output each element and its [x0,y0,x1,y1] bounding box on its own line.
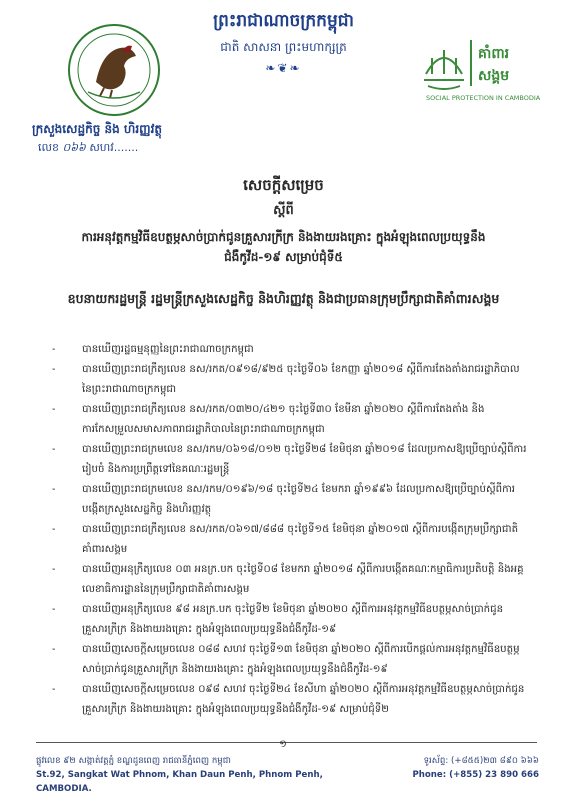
recital-text: បានឃើញព្រះរាជក្រមលេខ នស/រកម/០៦១៨/០១២ ចុះថ្ងៃទី២៨ ខែមិថុនា ឆ្នាំ២០១៨ ដែលប្រកាសឱ្យប្រើច្បាប់ស្តីពីការរៀបចំ និងការប្រព្រឹត្តទៅនៃគណៈរដ្ឋមន្ត្រី [82,444,527,475]
ministry-name: ក្រសួងសេដ្ឋកិច្ច និង ហិរញ្ញវត្ថុ [32,122,162,136]
list-item: - បានឃើញព្រះរាជក្រឹត្យលេខ នស/រកត/០៩១៨/៩២៥ ចុះថ្ងៃទី០៦ ខែកញ្ញា ឆ្នាំ២០១៨ ស្តីពីការតែងតាំងរាជរដ្ឋាភិបាលនៃព្រះរាជាណាចក្រកម្ពុជា [52,360,527,400]
kingdom-heading [150,10,417,75]
reference-label: លេខ [38,141,59,154]
address-english: St.92, Sangkat Wat Phnom, Khan Daun Penh, Phnom Penh, CAMBODIA. [36,770,323,794]
decision-title: សេចក្តីសម្រេច [243,176,324,194]
recital-text: បានឃើញព្រះរាជក្រឹត្យលេខ នស/រកត/០៦១៧/៨៨៨ ចុះថ្ងៃទី១៥ ខែមិថុនា ឆ្នាំ២០១៧ ស្តីពីការបង្កើតក្រុមប្រឹក្សាជាតិគាំពារសង្គម [82,524,519,555]
page-number: ១ [279,739,287,750]
list-item: - បានឃើញសេចក្តីសម្រេចលេខ ០៨៨ សហវ ចុះថ្ងៃទី១៣ ខែមិថុនា ឆ្នាំ២០២០ ស្តីពីការបើកផ្តល់ការអនុវត្តកម្មវិធីឧបត្ថម្ភសាច់ប្រាក់ជូនគ្រួសារក្រីក្រ និងងាយរងគ្រោះ ក្នុងអំឡុងពេលប្រយុទ្ធនឹងជំងឺកូវីដ-១៩ [52,640,527,680]
list-item: - បានឃើញព្រះរាជក្រមលេខ នស/រកម/០៦១៨/០១២ ចុះថ្ងៃទី២៨ ខែមិថុនា ឆ្នាំ២០១៨ ដែលប្រកាសឱ្យប្រើច្បាប់ស្តីពីការរៀបចំ និងការប្រព្រឹត្តទៅនៃគណៈរដ្ឋមន្ត្រី [52,440,527,480]
recital-text: បានឃើញសេចក្តីសម្រេចលេខ ០៩៨ សហវ ចុះថ្ងៃទី២៤ ខែសីហា ឆ្នាំ២០២០ ស្តីពីការអនុវត្តកម្មវិធីឧបត្ថម្ភសាច់ប្រាក់ជូនគ្រួសារក្រីក្រ និងងាយរងគ្រោះ ក្នុងអំឡុងពេលប្រយុទ្ធនឹងជំងឺកូវីដ-១៩ សម្រាប់ជុំទី២ [82,684,525,715]
recital-text: បានឃើញអនុក្រឹត្យលេខ ០៣ អនក្រ.បក ចុះថ្ងៃទី០៨ ខែមករា ឆ្នាំ២០១៨ ស្តីពីការបង្កើតគណៈកម្មាធិការប្រតិបត្តិ និងអគ្គលេខាធិការដ្ឋាននៃក្រុមប្រឹក្សាជាតិគាំពារសង្គម [82,564,524,595]
svg-text:គាំពារ: គាំពារ [478,46,510,62]
recital-text: បានឃើញរដ្ឋធម្មនុញ្ញនៃព្រះរាជាណាចក្រកម្ពុជា [82,344,254,355]
on-label: ស្តីពី [273,203,294,218]
list-item: - បានឃើញអនុក្រឹត្យលេខ ០៣ អនក្រ.បក ចុះថ្ងៃទី០៨ ខែមករា ឆ្នាំ២០១៨ ស្តីពីការបង្កើតគណៈកម្មាធិការប្រតិបត្តិ និងអគ្គលេខាធិការដ្ឋាននៃក្រុមប្រឹក្សាជាតិគាំពារសង្គម [52,560,527,600]
list-item: - បានឃើញរដ្ឋធម្មនុញ្ញនៃព្រះរាជាណាចក្រកម្ពុជា [52,340,527,360]
phone-khmer: ទូរស័ព្ទ: (+៨៥៥)២៣ ៨៩០ ៦៦៦ [423,756,539,766]
reference-line [38,141,138,157]
svg-text:សង្គម: សង្គម [478,68,510,84]
list-item: - បានឃើញព្រះរាជក្រមលេខ នស/រកម/០១៩៦/១៨ ចុះថ្ងៃទី២៤ ខែមករា ឆ្នាំ១៩៩៦ ដែលប្រកាសឱ្យប្រើច្បាប់ស្តីពីការបង្កើតក្រសួងសេដ្ឋកិច្ច និងហិរញ្ញវត្ថុ [52,480,527,520]
decision-title-block [60,176,507,267]
recital-text: បានឃើញព្រះរាជក្រឹត្យលេខ នស/រកត/០៣២០/៤២១ ចុះថ្ងៃទី៣០ ខែមីនា ឆ្នាំ២០២០ ស្តីពីការតែងតាំង និងការកែសម្រួលសមាសភាពរាជរដ្ឋាភិបាលនៃព្រះរាជាណាចក្រកម្ពុជា [82,404,485,435]
ministry-seal-logo [66,22,162,118]
phone-english: Phone: (+855) 23 890 666 [412,770,539,780]
list-item: - បានឃើញសេចក្តីសម្រេចលេខ ០៩៨ សហវ ចុះថ្ងៃទី២៤ ខែសីហា ឆ្នាំ២០២០ ស្តីពីការអនុវត្តកម្មវិធីឧបត្ថម្ភសាច់ប្រាក់ជូនគ្រួសារក្រីក្រ និងងាយរងគ្រោះ ក្នុងអំឡុងពេលប្រយុទ្ធនឹងជំងឺកូវីដ-១៩ សម្រាប់ជុំទី២ [52,680,527,720]
reference-number: ០៦៦ [62,141,86,154]
reference-suffix: សហវ....... [89,141,139,154]
recital-text: បានឃើញសេចក្តីសម្រេចលេខ ០៨៨ សហវ ចុះថ្ងៃទី១៣ ខែមិថុនា ឆ្នាំ២០២០ ស្តីពីការបើកផ្តល់ការអនុវត្តកម្មវិធីឧបត្ថម្ភសាច់ប្រាក់ជូនគ្រួសារក្រីក្រ និងងាយរងគ្រោះ ក្នុងអំឡុងពេលប្រយុទ្ធនឹងជំងឺកូវីដ-១៩ [82,644,520,675]
list-item: - បានឃើញព្រះរាជក្រឹត្យលេខ នស/រកត/០៣២០/៤២១ ចុះថ្ងៃទី៣០ ខែមីនា ឆ្នាំ២០២០ ស្តីពីការតែងតាំង និងការកែសម្រួលសមាសភាពរាជរដ្ឋាភិបាលនៃព្រះរាជាណាចក្រកម្ពុជា [52,400,527,440]
ornament-divider: ❧❦❧ [265,61,302,75]
decision-subject: ការអនុវត្តកម្មវិធីឧបត្ថម្ភសាច់ប្រាក់ជូនគ្រួសារក្រីក្រ និងងាយរងគ្រោះ ក្នុងអំឡុងពេលប្រយុទ្ធនឹងជំងឺកូវីដ-១៩ សម្រាប់ជុំទី៥ [81,230,486,264]
recital-text: បានឃើញព្រះរាជក្រឹត្យលេខ នស/រកត/០៩១៨/៩២៥ ចុះថ្ងៃទី០៦ ខែកញ្ញា ឆ្នាំ២០១៨ ស្តីពីការតែងតាំងរាជរដ្ឋាភិបាលនៃព្រះរាជាណាចក្រកម្ពុជា [82,364,520,395]
recital-text: បានឃើញអនុក្រឹត្យលេខ ៩៨ អនក្រ.បក ចុះថ្ងៃទី២ ខែមិថុនា ឆ្នាំ២០២០ ស្តីពីការអនុវត្តកម្មវិធីឧបត្ថម្ភសាច់ប្រាក់ជូនគ្រួសារក្រីក្រ និងងាយរងគ្រោះ ក្នុងអំឡុងពេលប្រយុទ្ធនឹងជំងឺកូវីដ-១៩ [82,604,504,635]
list-item: - បានឃើញព្រះរាជក្រឹត្យលេខ នស/រកត/០៦១៧/៨៨៨ ចុះថ្ងៃទី១៥ ខែមិថុនា ឆ្នាំ២០១៧ ស្តីពីការបង្កើតក្រុមប្រឹក្សាជាតិគាំពារសង្គម [52,520,527,560]
social-protection-logo [422,34,532,92]
recitals-list [52,340,527,720]
recital-text: បានឃើញព្រះរាជក្រមលេខ នស/រកម/០១៩៦/១៨ ចុះថ្ងៃទី២៤ ខែមករា ឆ្នាំ១៩៩៦ ដែលប្រកាសឱ្យប្រើច្បាប់ស្តីពីការបង្កើតក្រសួងសេដ្ឋកិច្ច និងហិរញ្ញវត្ថុ [82,484,516,515]
national-motto: ជាតិ សាសនា ព្រះមហាក្សត្រ [220,40,347,54]
kingdom-name: ព្រះរាជាណាចក្រកម្ពុជា [213,11,354,31]
list-item: - បានឃើញអនុក្រឹត្យលេខ ៩៨ អនក្រ.បក ចុះថ្ងៃទី២ ខែមិថុនា ឆ្នាំ២០២០ ស្តីពីការអនុវត្តកម្មវិធីឧបត្ថម្ភសាច់ប្រាក់ជូនគ្រួសារក្រីក្រ និងងាយរងគ្រោះ ក្នុងអំឡុងពេលប្រយុទ្ធនឹងជំងឺកូវីដ-១៩ [52,600,527,640]
issuing-authority: ឧបនាយករដ្ឋមន្ត្រី រដ្ឋមន្ត្រីក្រសួងសេដ្ឋកិច្ច និងហិរញ្ញវត្ថុ និងជាប្រធានក្រុមប្រឹក្សាជាតិគាំពារសង្គម [67,291,500,306]
social-protection-caption: SOCIAL PROTECTION IN CAMBODIA [426,94,541,102]
footer-address [36,754,336,796]
address-khmer: ផ្លូវលេខ ៩២ សង្កាត់វត្តភ្នំ ខណ្ឌដូនពេញ រាជធានីភ្នំពេញ កម្ពុជា [36,756,231,766]
footer-phone [379,754,539,782]
